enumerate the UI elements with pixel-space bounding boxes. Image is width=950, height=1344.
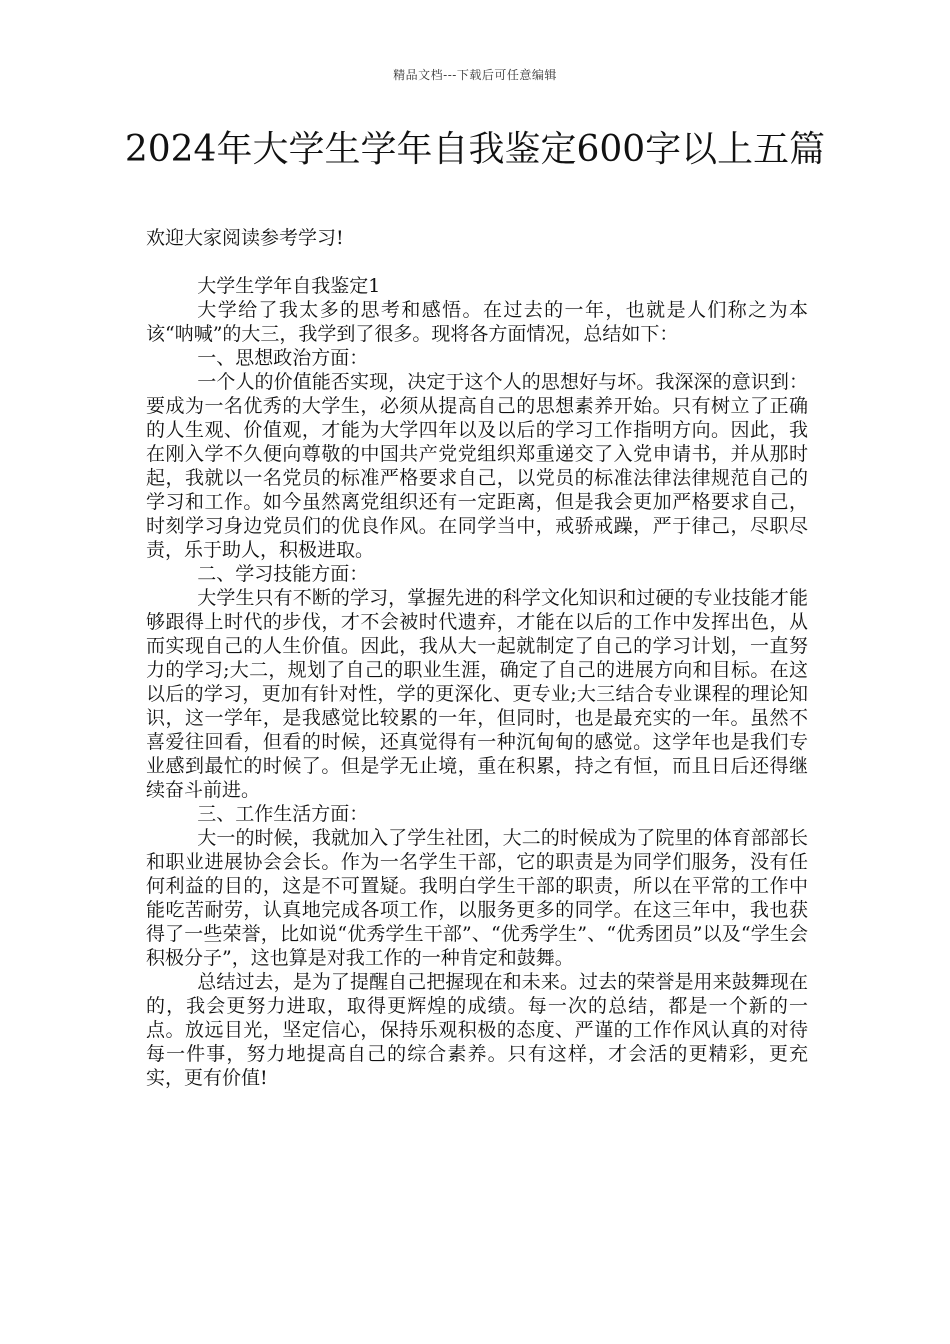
section-heading: 大学生学年自我鉴定1 [197,275,381,297]
body-paragraph: 总结过去，是为了提醒自己把握现在和未来。过去的荣誉是用来鼓舞现在的，我会更努力进取，取得更辉煌的成绩。每一次的总结，都是一个新的一点。放远目光，坚定信心，保持乐观积极的态度、严谨的工作作风认真的对待每一件事，努力地提高自己的综合素养。只有这样，才会活的更精彩，更充实，更有价值! [146,971,808,1089]
document-body [146,226,808,1090]
body-paragraph: 大一的时候，我就加入了学生社团，大二的时候成为了院里的体育部部长和职业进展协会会长。作为一名学生干部，它的职责是为同学们服务，没有任何利益的目的，这是不可置疑。我明白学生干部的职责，所以在平常的工作中能吃苦耐劳，认真地完成各项工作，以服务更多的同学。在这三年中，我也获得了一些荣誉，比如说“优秀学生干部”、“优秀学生”、“优秀团员”以及“学生会积极分子”，这也算是对我工作的一种肯定和鼓舞。 [146,827,808,969]
welcome-line: 欢迎大家阅读参考学习! [146,227,344,249]
header-note: 精品文档---下载后可任意编辑 [393,68,557,82]
subheading-study: 二、学习技能方面： [197,563,369,585]
body-paragraph: 一个人的价值能否实现，决定于这个人的思想好与坏。我深深的意识到：要成为一名优秀的大学生，必须从提高自己的思想素养开始。只有树立了正确的人生观、价值观，才能为大学四年以及以后的学习工作指明方向。因此，我在刚入学不久便向尊敬的中国共产党党组织郑重递交了入党申请书，并从那时起，我就以一名党员的标准严格要求自己，以党员的标准法律法律规范自己的学习和工作。如今虽然离党组织还有一定距离，但是我会更加严格要求自己，时刻学习身边党员们的优良作风。在同学当中，戒骄戒躁，严于律己，尽职尽责，乐于助人，积极进取。 [146,371,808,561]
subheading-ideology: 一、思想政治方面： [197,347,369,369]
subheading-work-life: 三、工作生活方面： [197,803,369,825]
body-paragraph: 大学生只有不断的学习，掌握先进的科学文化知识和过硬的专业技能才能够跟得上时代的步伐，才不会被时代遗弃，才能在以后的工作中发挥出色，从而实现自己的人生价值。因此，我从大一起就制定了自己的学习计划，一直努力的学习;大二，规划了自己的职业生涯，确定了自己的进展方向和目标。在这以后的学习，更加有针对性，学的更深化、更专业;大三结合专业课程的理论知识，这一学年，是我感觉比较累的一年，但同时，也是最充实的一年。虽然不喜爱往回看，但看的时候，还真觉得有一种沉甸甸的感觉。这学年也是我们专业感到最忙的时候了。但是学无止境，重在积累，持之有恒，而且日后还得继续奋斗前进。 [146,587,808,801]
document-title: 2024年大学生学年自我鉴定600字以上五篇 [124,129,826,170]
body-paragraph: 大学给了我太多的思考和感悟。在过去的一年，也就是人们称之为本该“呐喊”的大三，我学到了很多。现将各方面情况，总结如下： [146,299,808,345]
